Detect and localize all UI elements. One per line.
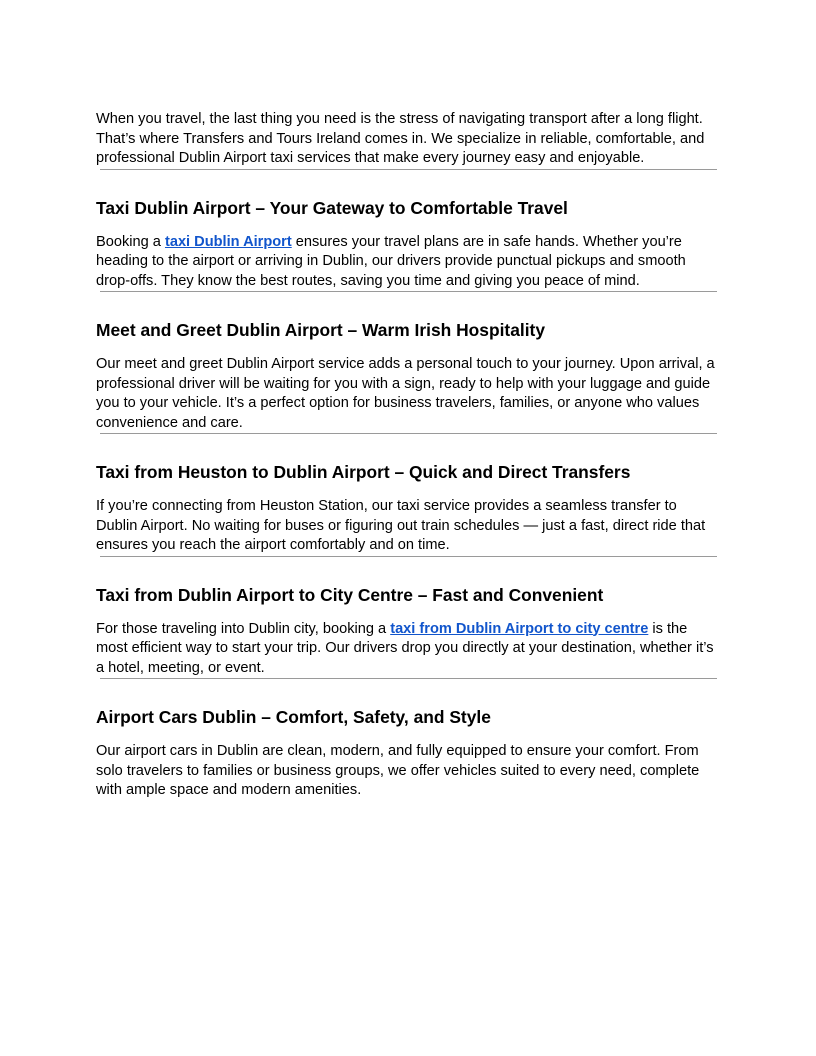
section-paragraph: Booking a taxi Dublin Airport ensures your travel plans are in safe hands. Whether you’re heading to the airport or arriving in Dublin, our drivers provide punctual pickups and smooth drop-offs. They know the best routes, saving you time and giving you peace of mind. (96, 233, 686, 289)
taxi-airport-to-city-centre-link[interactable]: taxi from Dublin Airport to city centre (390, 620, 649, 637)
section-divider (100, 556, 717, 557)
section-heading: Taxi Dublin Airport – Your Gateway to Comfortable Travel (96, 197, 568, 218)
section-divider (100, 678, 717, 679)
section-paragraph: Our meet and greet Dublin Airport service adds a personal touch to your journey. Upon arrival, a professional driver will be waiting for you with a sign, ready to help with your luggage and guide you to your vehicle. It’s a perfect option for business travelers, families, or anyone who values convenience and care. (96, 356, 715, 431)
section-heading: Meet and Greet Dublin Airport – Warm Irish Hospitality (96, 320, 545, 340)
section-divider (100, 169, 717, 170)
section-airport-to-city-centre (96, 584, 720, 679)
taxi-dublin-airport-link[interactable]: taxi Dublin Airport (164, 233, 292, 250)
section-heading: Taxi from Dublin Airport to City Centre – Fast and Convenient (96, 584, 604, 605)
section-airport-cars-dublin (96, 706, 720, 801)
document-page (96, 110, 720, 801)
intro-paragraph: When you travel, the last thing you need is the stress of navigating transport after a long flight. That’s where Transfers and Tours Ireland comes in. We specialize in reliable, comfortable, and professional Dublin Airport taxi services that make every journey easy and enjoyable. (96, 111, 705, 166)
section-heading: Airport Cars Dublin – Comfort, Safety, and Style (96, 707, 491, 727)
section-heading: Taxi from Heuston to Dublin Airport – Quick and Direct Transfers (96, 462, 631, 482)
section-heuston-to-airport (96, 461, 720, 556)
section-taxi-dublin-airport (96, 197, 720, 292)
section-paragraph: If you’re connecting from Heuston Station, our taxi service provides a seamless transfer to Dublin Airport. No waiting for buses or figuring out train schedules — just a fast, direct ride that ensures you reach the airport comfortably and on time. (96, 498, 706, 553)
section-meet-and-greet (96, 319, 720, 433)
section-divider (100, 433, 717, 434)
section-paragraph: Our airport cars in Dublin are clean, modern, and fully equipped to ensure your comfort. From solo travelers to families or business groups, we offer vehicles suited to every need, complete with ample space and modern amenities. (96, 743, 700, 798)
section-divider (100, 291, 717, 292)
section-paragraph: For those traveling into Dublin city, booking a taxi from Dublin Airport to city centre is the most efficient way to start your trip. Our drivers drop you directly at your destination, whether it’s a hotel, meeting, or event. (96, 620, 714, 676)
